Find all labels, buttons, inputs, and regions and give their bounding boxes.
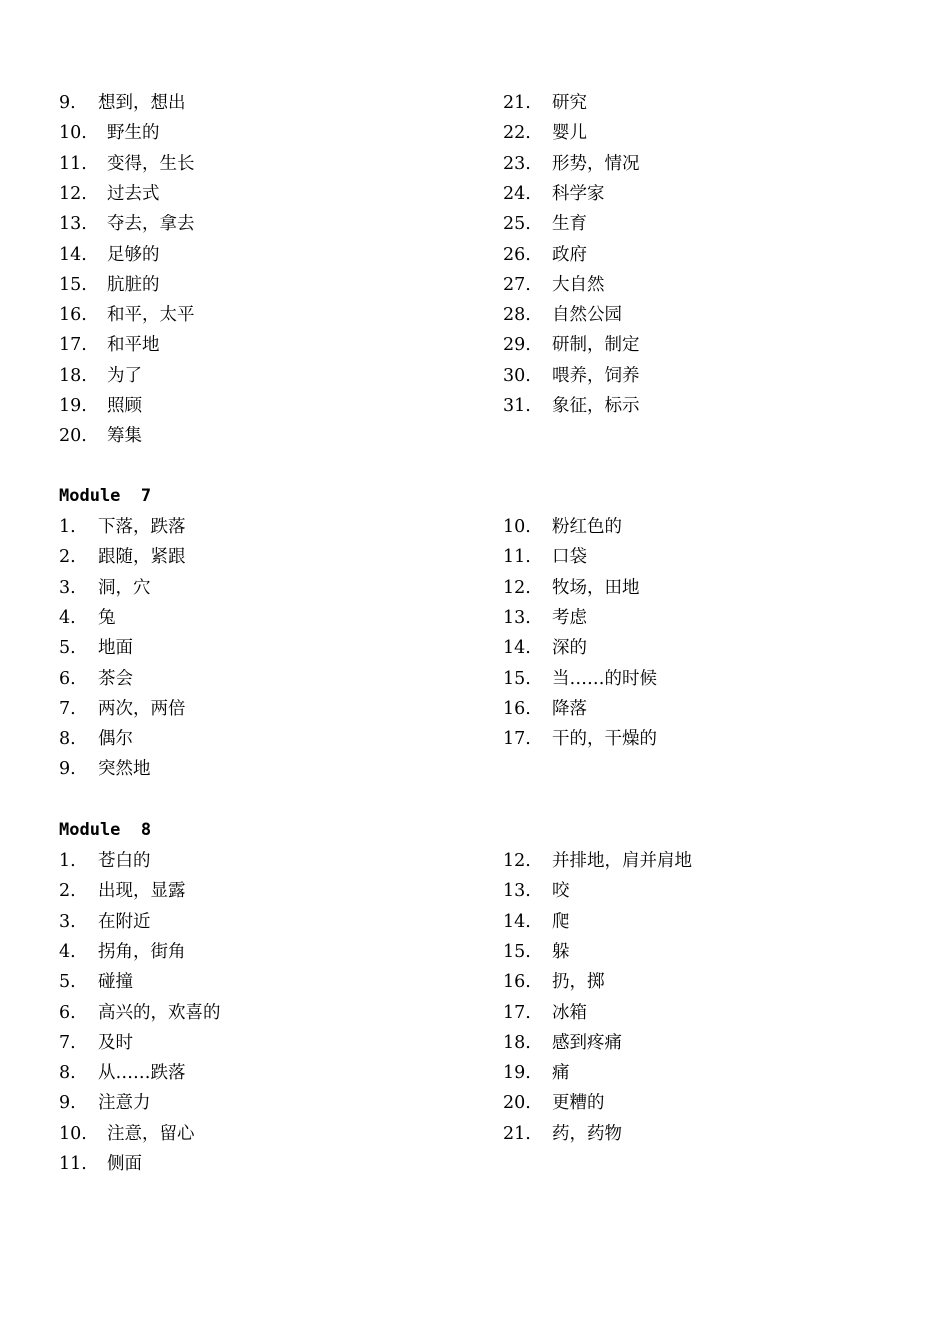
item-text: 偶尔 bbox=[98, 729, 133, 750]
item-text: 干的，干燥的 bbox=[552, 729, 657, 750]
item-text: 为了 bbox=[107, 365, 142, 386]
item-number: 4. bbox=[59, 607, 76, 628]
item-number: 20. bbox=[503, 1093, 531, 1114]
item-text: 形势，情况 bbox=[552, 153, 640, 174]
item-number: 16. bbox=[503, 698, 531, 719]
item-number: 15. bbox=[59, 274, 87, 295]
item-number: 16. bbox=[503, 972, 531, 993]
item-number: 2. bbox=[59, 881, 76, 902]
item-number: 15. bbox=[503, 668, 531, 689]
item-text: 注意力 bbox=[98, 1093, 151, 1114]
item-text: 降落 bbox=[552, 698, 587, 719]
item-text: 从……跌落 bbox=[98, 1063, 186, 1084]
item-number: 14. bbox=[503, 638, 531, 659]
item-number: 10. bbox=[59, 123, 87, 144]
item-text: 足够的 bbox=[107, 244, 160, 265]
item-text: 喂养，饲养 bbox=[552, 365, 640, 386]
item-text: 下落，跌落 bbox=[98, 517, 186, 537]
item-text: 地面 bbox=[98, 638, 133, 659]
item-text: 照顾 bbox=[107, 396, 142, 416]
item-text: 象征，标示 bbox=[552, 396, 640, 416]
item-number: 12. bbox=[59, 183, 87, 204]
item-text: 兔 bbox=[98, 607, 116, 628]
item-number: 28. bbox=[503, 305, 531, 326]
item-text: 变得，生长 bbox=[107, 153, 195, 174]
item-number: 13. bbox=[503, 607, 531, 628]
item-text: 爬 bbox=[552, 911, 570, 932]
item-number: 6. bbox=[59, 1002, 76, 1023]
item-number: 19. bbox=[503, 1063, 531, 1084]
item-number: 10. bbox=[503, 517, 531, 537]
item-text: 出现，显露 bbox=[98, 881, 186, 902]
item-text: 两次，两倍 bbox=[98, 698, 186, 719]
item-number: 12. bbox=[503, 851, 531, 871]
item-text: 咬 bbox=[552, 881, 570, 902]
item-text: 侧面 bbox=[107, 1154, 142, 1174]
item-text: 痛 bbox=[552, 1063, 570, 1084]
item-text: 茶会 bbox=[98, 668, 133, 689]
item-number: 7. bbox=[59, 698, 76, 719]
item-text: 在附近 bbox=[98, 911, 151, 932]
item-number: 31. bbox=[503, 396, 531, 416]
item-number: 2. bbox=[59, 547, 76, 568]
item-number: 21. bbox=[503, 93, 531, 113]
item-text: 肮脏的 bbox=[107, 274, 160, 295]
item-number: 18. bbox=[503, 1032, 531, 1053]
item-text: 大自然 bbox=[552, 274, 605, 295]
item-number: 11. bbox=[503, 547, 531, 568]
item-text: 突然地 bbox=[98, 759, 151, 780]
item-number: 11. bbox=[59, 1154, 87, 1174]
item-number: 9. bbox=[59, 759, 76, 780]
item-text: 洞，穴 bbox=[98, 577, 151, 598]
item-number: 23. bbox=[503, 153, 531, 174]
item-number: 26. bbox=[503, 244, 531, 265]
item-text: 拐角，街角 bbox=[98, 941, 186, 962]
item-text: 筹集 bbox=[107, 426, 142, 447]
item-number: 11. bbox=[59, 153, 87, 174]
item-number: 4. bbox=[59, 941, 76, 962]
item-number: 14. bbox=[59, 244, 87, 265]
item-number: 19. bbox=[59, 396, 87, 416]
item-text: 婴儿 bbox=[552, 123, 587, 144]
item-number: 9. bbox=[59, 1093, 76, 1114]
item-number: 20. bbox=[59, 426, 87, 447]
item-text: 感到疼痛 bbox=[552, 1032, 622, 1053]
item-number: 10. bbox=[59, 1123, 87, 1144]
item-number: 15. bbox=[503, 941, 531, 962]
item-text: 夺去，拿去 bbox=[107, 214, 195, 235]
item-text: 更糟的 bbox=[552, 1093, 605, 1114]
item-number: 6. bbox=[59, 668, 76, 689]
item-text: 扔，掷 bbox=[552, 972, 605, 993]
item-text: 高兴的，欢喜的 bbox=[98, 1002, 221, 1023]
item-number: 21. bbox=[503, 1123, 531, 1144]
item-text: 科学家 bbox=[552, 183, 605, 204]
item-number: 7. bbox=[59, 1032, 76, 1053]
item-number: 17. bbox=[59, 335, 87, 356]
item-number: 8. bbox=[59, 1063, 76, 1084]
item-number: 25. bbox=[503, 214, 531, 235]
item-number: 24. bbox=[503, 183, 531, 204]
item-text: 跟随，紧跟 bbox=[98, 547, 186, 568]
item-text: 碰撞 bbox=[98, 972, 133, 993]
item-text: 和平，太平 bbox=[107, 305, 195, 326]
item-text: 自然公园 bbox=[552, 305, 622, 326]
item-number: 17. bbox=[503, 729, 531, 750]
item-number: 5. bbox=[59, 638, 76, 659]
item-number: 3. bbox=[59, 577, 76, 598]
item-text: 考虑 bbox=[552, 607, 587, 628]
item-number: 17. bbox=[503, 1002, 531, 1023]
item-text: 和平地 bbox=[107, 335, 160, 356]
item-number: 13. bbox=[59, 214, 87, 235]
item-text: 研究 bbox=[552, 93, 587, 113]
item-number: 8. bbox=[59, 729, 76, 750]
item-number: 22. bbox=[503, 123, 531, 144]
item-text: 野生的 bbox=[107, 123, 160, 144]
item-text: 研制，制定 bbox=[552, 335, 640, 356]
section-title: Module 7 bbox=[59, 486, 152, 506]
item-text: 注意，留心 bbox=[107, 1123, 195, 1144]
section-title: Module 8 bbox=[59, 820, 152, 840]
item-number: 30. bbox=[503, 365, 531, 386]
item-number: 3. bbox=[59, 911, 76, 932]
item-text: 牧场，田地 bbox=[552, 577, 640, 598]
item-text: 粉红色的 bbox=[552, 517, 622, 537]
item-text: 及时 bbox=[98, 1032, 133, 1053]
item-number: 13. bbox=[503, 881, 531, 902]
item-number: 12. bbox=[503, 577, 531, 598]
item-text: 口袋 bbox=[552, 547, 587, 568]
item-text: 深的 bbox=[552, 638, 587, 659]
item-text: 冰箱 bbox=[552, 1002, 587, 1023]
item-text: 当……的时候 bbox=[552, 668, 657, 689]
item-text: 政府 bbox=[552, 244, 587, 265]
item-number: 29. bbox=[503, 335, 531, 356]
item-text: 生育 bbox=[552, 214, 587, 235]
item-number: 18. bbox=[59, 365, 87, 386]
item-text: 苍白的 bbox=[98, 851, 151, 871]
item-number: 9. bbox=[59, 93, 76, 113]
item-number: 5. bbox=[59, 972, 76, 993]
item-text: 躲 bbox=[552, 941, 570, 962]
item-number: 1. bbox=[59, 517, 76, 537]
item-number: 1. bbox=[59, 851, 76, 871]
item-number: 16. bbox=[59, 305, 87, 326]
item-text: 并排地，肩并肩地 bbox=[552, 851, 692, 871]
item-text: 想到，想出 bbox=[98, 93, 186, 113]
item-number: 27. bbox=[503, 274, 531, 295]
item-text: 药，药物 bbox=[552, 1123, 622, 1144]
item-text: 过去式 bbox=[107, 183, 160, 204]
item-number: 14. bbox=[503, 911, 531, 932]
